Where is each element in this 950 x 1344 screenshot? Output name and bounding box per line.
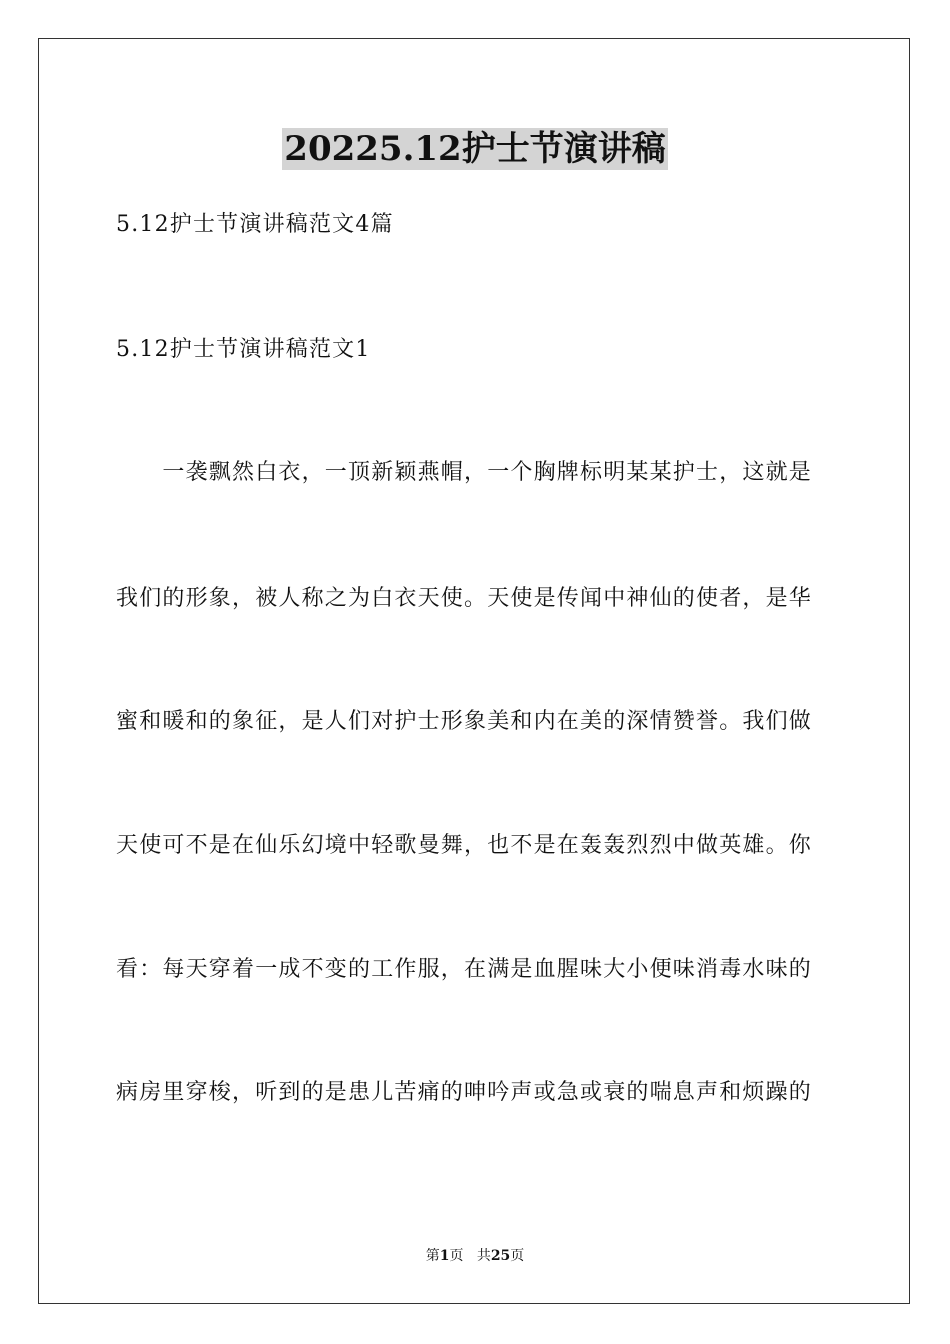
footer-page-prefix: 第: [425, 1248, 440, 1264]
document-title: 20225.12护士节演讲稿: [284, 129, 666, 169]
body-line: 天使可不是在仙乐幻境中轻歌曼舞，也不是在轰轰烈烈中做英雄。你: [116, 833, 813, 858]
footer-page-number: 1: [439, 1248, 450, 1264]
title-container: [0, 128, 950, 170]
footer-page-suffix: 页: [449, 1248, 464, 1264]
section-heading: 5.12护士节演讲稿范文1: [116, 337, 371, 362]
body-line: 蜜和暖和的象征，是人们对护士形象美和内在美的深情赞誉。我们做: [116, 709, 813, 734]
footer-total-suffix: 页: [510, 1248, 525, 1264]
body-line: 病房里穿梭，听到的是患儿苦痛的呻吟声或急或衰的喘息声和烦躁的: [116, 1080, 813, 1105]
document-subtitle: 5.12护士节演讲稿范文4篇: [116, 212, 394, 237]
footer-total-prefix: 共: [476, 1248, 491, 1264]
page-footer: [0, 1246, 950, 1266]
body-line: 我们的形象，被人称之为白衣天使。天使是传闻中神仙的使者，是华: [116, 586, 813, 611]
footer-total-pages: 25: [490, 1248, 511, 1264]
body-line: 看：每天穿着一成不变的工作服，在满是血腥味大小便味消毒水味的: [116, 957, 813, 982]
body-line: 一袭飘然白衣，一顶新颖燕帽，一个胸牌标明某某护士，这就是: [116, 460, 813, 485]
